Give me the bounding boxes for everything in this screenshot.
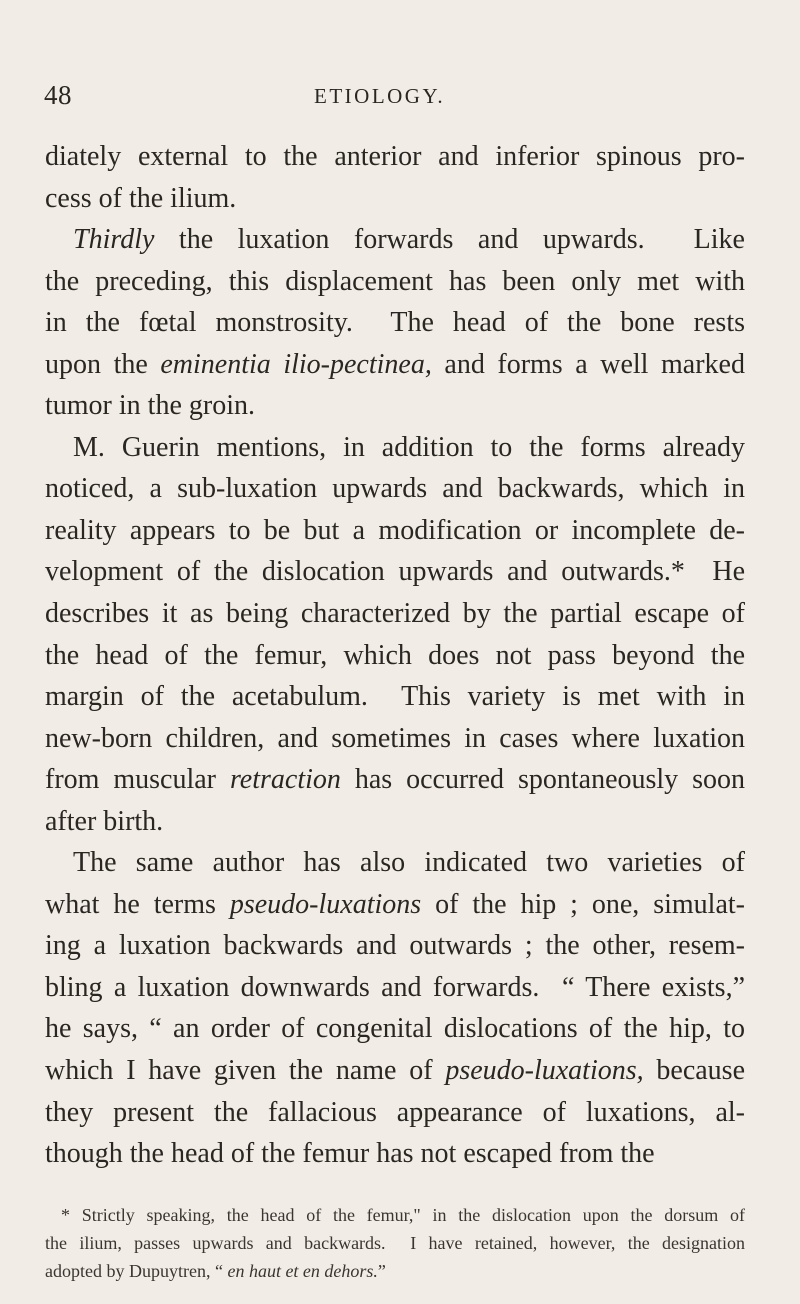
text-run: ” [377, 1261, 386, 1281]
body-text-line [45, 1133, 745, 1175]
text-run: * Strictly speaking, the head of the femur," in the dislocation upon the dorsum of [61, 1205, 745, 1225]
body-text-line [45, 842, 745, 884]
text-run: noticed, a sub-luxation upwards and backwards, which in [45, 473, 745, 505]
footnote [45, 1201, 745, 1285]
body-text-line [45, 718, 745, 760]
italic-text: en haut et en dehors. [227, 1261, 378, 1281]
text-run: describes it as being characterized by the partial escape of [45, 598, 745, 630]
body-text-line [45, 884, 745, 926]
footnote-line [45, 1229, 745, 1257]
text-run: upon the [45, 348, 161, 380]
body-text-line [45, 551, 745, 593]
body-text-line [45, 302, 745, 344]
text-run: adopted by Dupuytren, “ [45, 1261, 228, 1281]
body-text-line [45, 385, 745, 427]
text-run: and forms a well marked [431, 348, 745, 380]
body-text-line [45, 219, 745, 261]
text-run: M. Guerin mentions, in addition to the forms already [73, 431, 745, 463]
text-run: new-born children, and sometimes in cases where luxation [45, 722, 745, 754]
body-text-line [45, 925, 745, 967]
italic-text: pseudo-luxations, [445, 1055, 644, 1087]
text-run: reality appears to be but a modification or incomplete de- [45, 514, 745, 546]
italic-text: retraction [229, 764, 341, 796]
text-run: from muscular [45, 764, 230, 796]
body-text-line [45, 593, 745, 635]
text-run: bling a luxation downwards and forwards. “ There exists,” [45, 971, 745, 1003]
text-run: the ilium, passes upwards and backwards. I have retained, however, the designation [45, 1233, 745, 1253]
text-run: the luxation forwards and upwards. Like [154, 224, 745, 256]
text-run: the preceding, this displacement has been only met with [45, 265, 745, 297]
text-run: which I have given the name of [45, 1055, 446, 1087]
body-text-line [45, 676, 745, 718]
text-run: because [643, 1055, 745, 1087]
body-text-line [45, 427, 745, 469]
text-run: diately external to the anterior and inferior spinous pro- [45, 141, 745, 172]
body-text-line [45, 635, 745, 677]
text-run: of the hip ; one, simulat- [421, 888, 745, 920]
body-text-line [45, 510, 745, 552]
text-run: cess of the ilium. [45, 182, 237, 214]
body-text-line [45, 801, 745, 843]
italic-text: Thirdly [73, 224, 155, 256]
body-text-line [45, 178, 745, 220]
text-run: velopment of the dislocation upwards and outwards.* He [45, 556, 745, 588]
body-text-line [45, 967, 745, 1009]
text-run: after birth. [45, 805, 164, 837]
footnote-line [45, 1201, 745, 1229]
text-run: ing a luxation backwards and outwards ; the other, resem- [45, 930, 745, 962]
text-run: the head of the femur, which does not pass beyond the [45, 639, 745, 671]
italic-text: eminentia ilio-pectinea, [160, 348, 432, 380]
body-text-line [45, 759, 745, 801]
text-run: in the fœtal monstrosity. The head of the bone rests [45, 307, 745, 339]
text-run: has occurred spontaneously soon [340, 764, 745, 796]
text-run: he says, “ an order of congenital dislocations of the hip, to [45, 1013, 745, 1045]
body-text-line [45, 136, 745, 178]
page-number: 48 [44, 80, 72, 110]
body-text-line [45, 1050, 745, 1092]
text-run: tumor in the groin. [45, 390, 255, 422]
body-text-line [45, 261, 745, 303]
body-text [45, 136, 745, 1175]
footnote-line [45, 1257, 745, 1285]
running-head: ETIOLOGY. [314, 84, 446, 108]
body-text-line [45, 344, 745, 386]
body-text-line [45, 1008, 745, 1050]
text-run: what he terms [45, 888, 230, 920]
page-header [44, 80, 744, 116]
body-text-line [45, 1092, 745, 1134]
text-run: The same author has also indicated two varieties of [73, 847, 745, 879]
text-run: though the head of the femur has not escaped from the [45, 1138, 655, 1170]
text-run: margin of the acetabulum. This variety is met with in [45, 681, 745, 713]
italic-text: pseudo-luxations [229, 888, 422, 920]
text-run: they present the fallacious appearance of luxations, al- [45, 1096, 745, 1128]
body-text-line [45, 468, 745, 510]
